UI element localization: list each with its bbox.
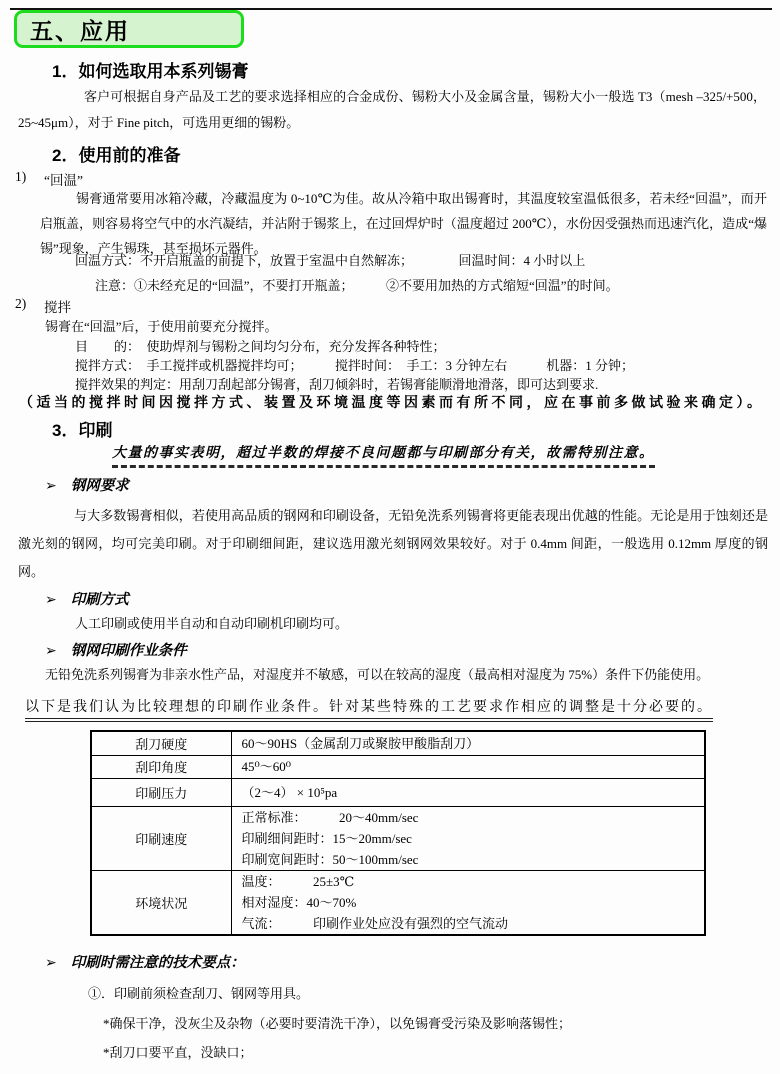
- table-row: [91, 778, 705, 806]
- bullet-technical-points: [45, 951, 245, 972]
- bullet-title: 钢网要求: [70, 478, 129, 494]
- row-label: 刮印角度: [91, 755, 231, 778]
- printing-conditions-table: [90, 730, 706, 936]
- stirring-purpose-line: 目 的： 使助焊剂与锡粉之间均匀分布，充分发挥各种特性；: [75, 339, 446, 354]
- stirring-intro-line: 锡膏在“回温”后，于使用前要充分搅拌。: [45, 319, 278, 334]
- bullet-title: 钢网印刷作业条件: [70, 643, 187, 659]
- list-item-1-title: “回温”: [44, 173, 83, 188]
- arrow-bullet-icon: ➢: [45, 593, 57, 608]
- list-item-2-number: 2): [15, 296, 27, 311]
- printing-conditions-paragraph: 无铅免洗系列锡膏为非亲水性产品，对湿度并不敏感，可以在较高的湿度（最高相对湿度为 75%）条件下仍能使用。: [45, 667, 710, 682]
- page-title: 五、应用: [14, 10, 244, 48]
- table-row: [91, 870, 705, 935]
- ideal-conditions-underlined-line: 以下是我们认为比较理想的印刷作业条件。针对某些特殊的工艺要求作相应的调整是十分必要的。: [25, 696, 713, 722]
- list-item-2-title: 搅拌: [44, 300, 71, 315]
- section-3-heading: 3．印刷: [52, 421, 113, 440]
- row-label: 印刷速度: [91, 806, 231, 870]
- technical-point-1-sub-1: *确保干净，没灰尘及杂物（必要时要清洗干净），以免锡膏受污染及影响落锡性；: [103, 1016, 572, 1031]
- bullet-title: 印刷方式: [70, 592, 129, 608]
- technical-point-1-sub-2: *刮刀口要平直，没缺口；: [103, 1045, 253, 1060]
- row-value: （2～4） × 10⁵pa: [231, 778, 705, 806]
- printing-importance-statement: 大量的事实表明，超过半数的焊接不良问题都与印刷部分有关，故需特别注意。: [112, 442, 655, 468]
- row-value: 60～90HS（金属刮刀或聚胺甲酸脂刮刀）: [231, 731, 705, 755]
- arrow-bullet-icon: ➢: [45, 479, 57, 494]
- list-item-1-number: 1): [15, 169, 27, 184]
- row-label: 环境状况: [91, 870, 231, 935]
- printing-method-paragraph: 人工印刷或使用半自动和自动印刷机印刷均可。: [75, 616, 349, 631]
- stirring-bold-note: （适当的搅拌时间因搅拌方式、装置及环境温度等因素而有所不同，应在事前多做试验来确定）。: [19, 394, 765, 410]
- arrow-bullet-icon: ➢: [45, 644, 57, 659]
- row-label: 印刷压力: [91, 778, 231, 806]
- bullet-title: 印刷时需注意的技术要点：: [70, 955, 245, 971]
- arrow-bullet-icon: ➢: [45, 956, 57, 971]
- bullet-printing-conditions: [45, 639, 187, 660]
- row-value: 温度： 25±3℃ 相对湿度：40～70% 气流： 印刷作业处应没有强烈的空气流动: [231, 870, 705, 935]
- technical-point-1: ①．印刷前须检查刮刀、钢网等用具。: [88, 986, 310, 1001]
- rewarming-method-line: 回温方式：不开启瓶盖的前提下，放置于室温中自然解冻； 回温时间：4 小时以上: [75, 253, 586, 268]
- table-row: [91, 806, 705, 870]
- stencil-requirements-paragraph: 与大多数锡膏相似，若使用高品质的钢网和印刷设备，无铅免洗系列锡膏将更能表现出优越的性能。无论是用于蚀刻还是激光刻的钢网，均可完美印刷。对于印刷细间距，建议选用激光刻钢网效果较好。对于 0.4mm 间距，一般选用 0.12mm 厚度的钢网。: [18, 508, 768, 579]
- section-1-heading: 1．如何选取用本系列锡膏: [52, 62, 249, 81]
- stirring-method-line: 搅拌方式： 手工搅拌或机器搅拌均可； 搅拌时间： 手工：3 分钟左右 机器：1 分钟；: [75, 358, 635, 373]
- row-value: 正常标准： 20～40mm/sec 印刷细间距时：15～20mm/sec 印刷宽间距时：50～100mm/sec: [231, 806, 705, 870]
- rewarming-note-line: 注意：①未经充足的“回温”，不要打开瓶盖； ②不要用加热的方式缩短“回温”的时间。: [95, 278, 619, 293]
- rewarming-paragraph: 锡膏通常要用冰箱冷藏，冷藏温度为 0~10℃为佳。故从冷箱中取出锡膏时，其温度较室温低很多，若未经“回温”，而开启瓶盖，则容易将空气中的水汽凝结，并沾附于锡浆上，在过回焊炉时（温度超过 200℃），水份因受强热而迅速汽化，造成“爆锡”现象，产生锡珠，甚至损坏元器件。: [40, 191, 767, 256]
- row-value: 45⁰～60⁰: [231, 755, 705, 778]
- stirring-judge-line: 搅拌效果的判定：用刮刀刮起部分锡膏，刮刀倾斜时，若锡膏能顺滑地滑落，即可达到要求.: [75, 377, 599, 392]
- section-2-heading: 2．使用前的准备: [52, 146, 181, 165]
- table-row: [91, 755, 705, 778]
- bullet-stencil-requirements: [45, 474, 129, 495]
- table-row: [91, 731, 705, 755]
- section-1-paragraph: 客户可根据自身产品及工艺的要求选择相应的合金成份、锡粉大小及金属含量，锡粉大小一般选 T3（mesh –325/+500，25~45μm），对于 Fine pitch，可选用更细的锡粉。: [18, 89, 766, 130]
- row-label: 刮刀硬度: [91, 731, 231, 755]
- bullet-printing-method: [45, 588, 129, 609]
